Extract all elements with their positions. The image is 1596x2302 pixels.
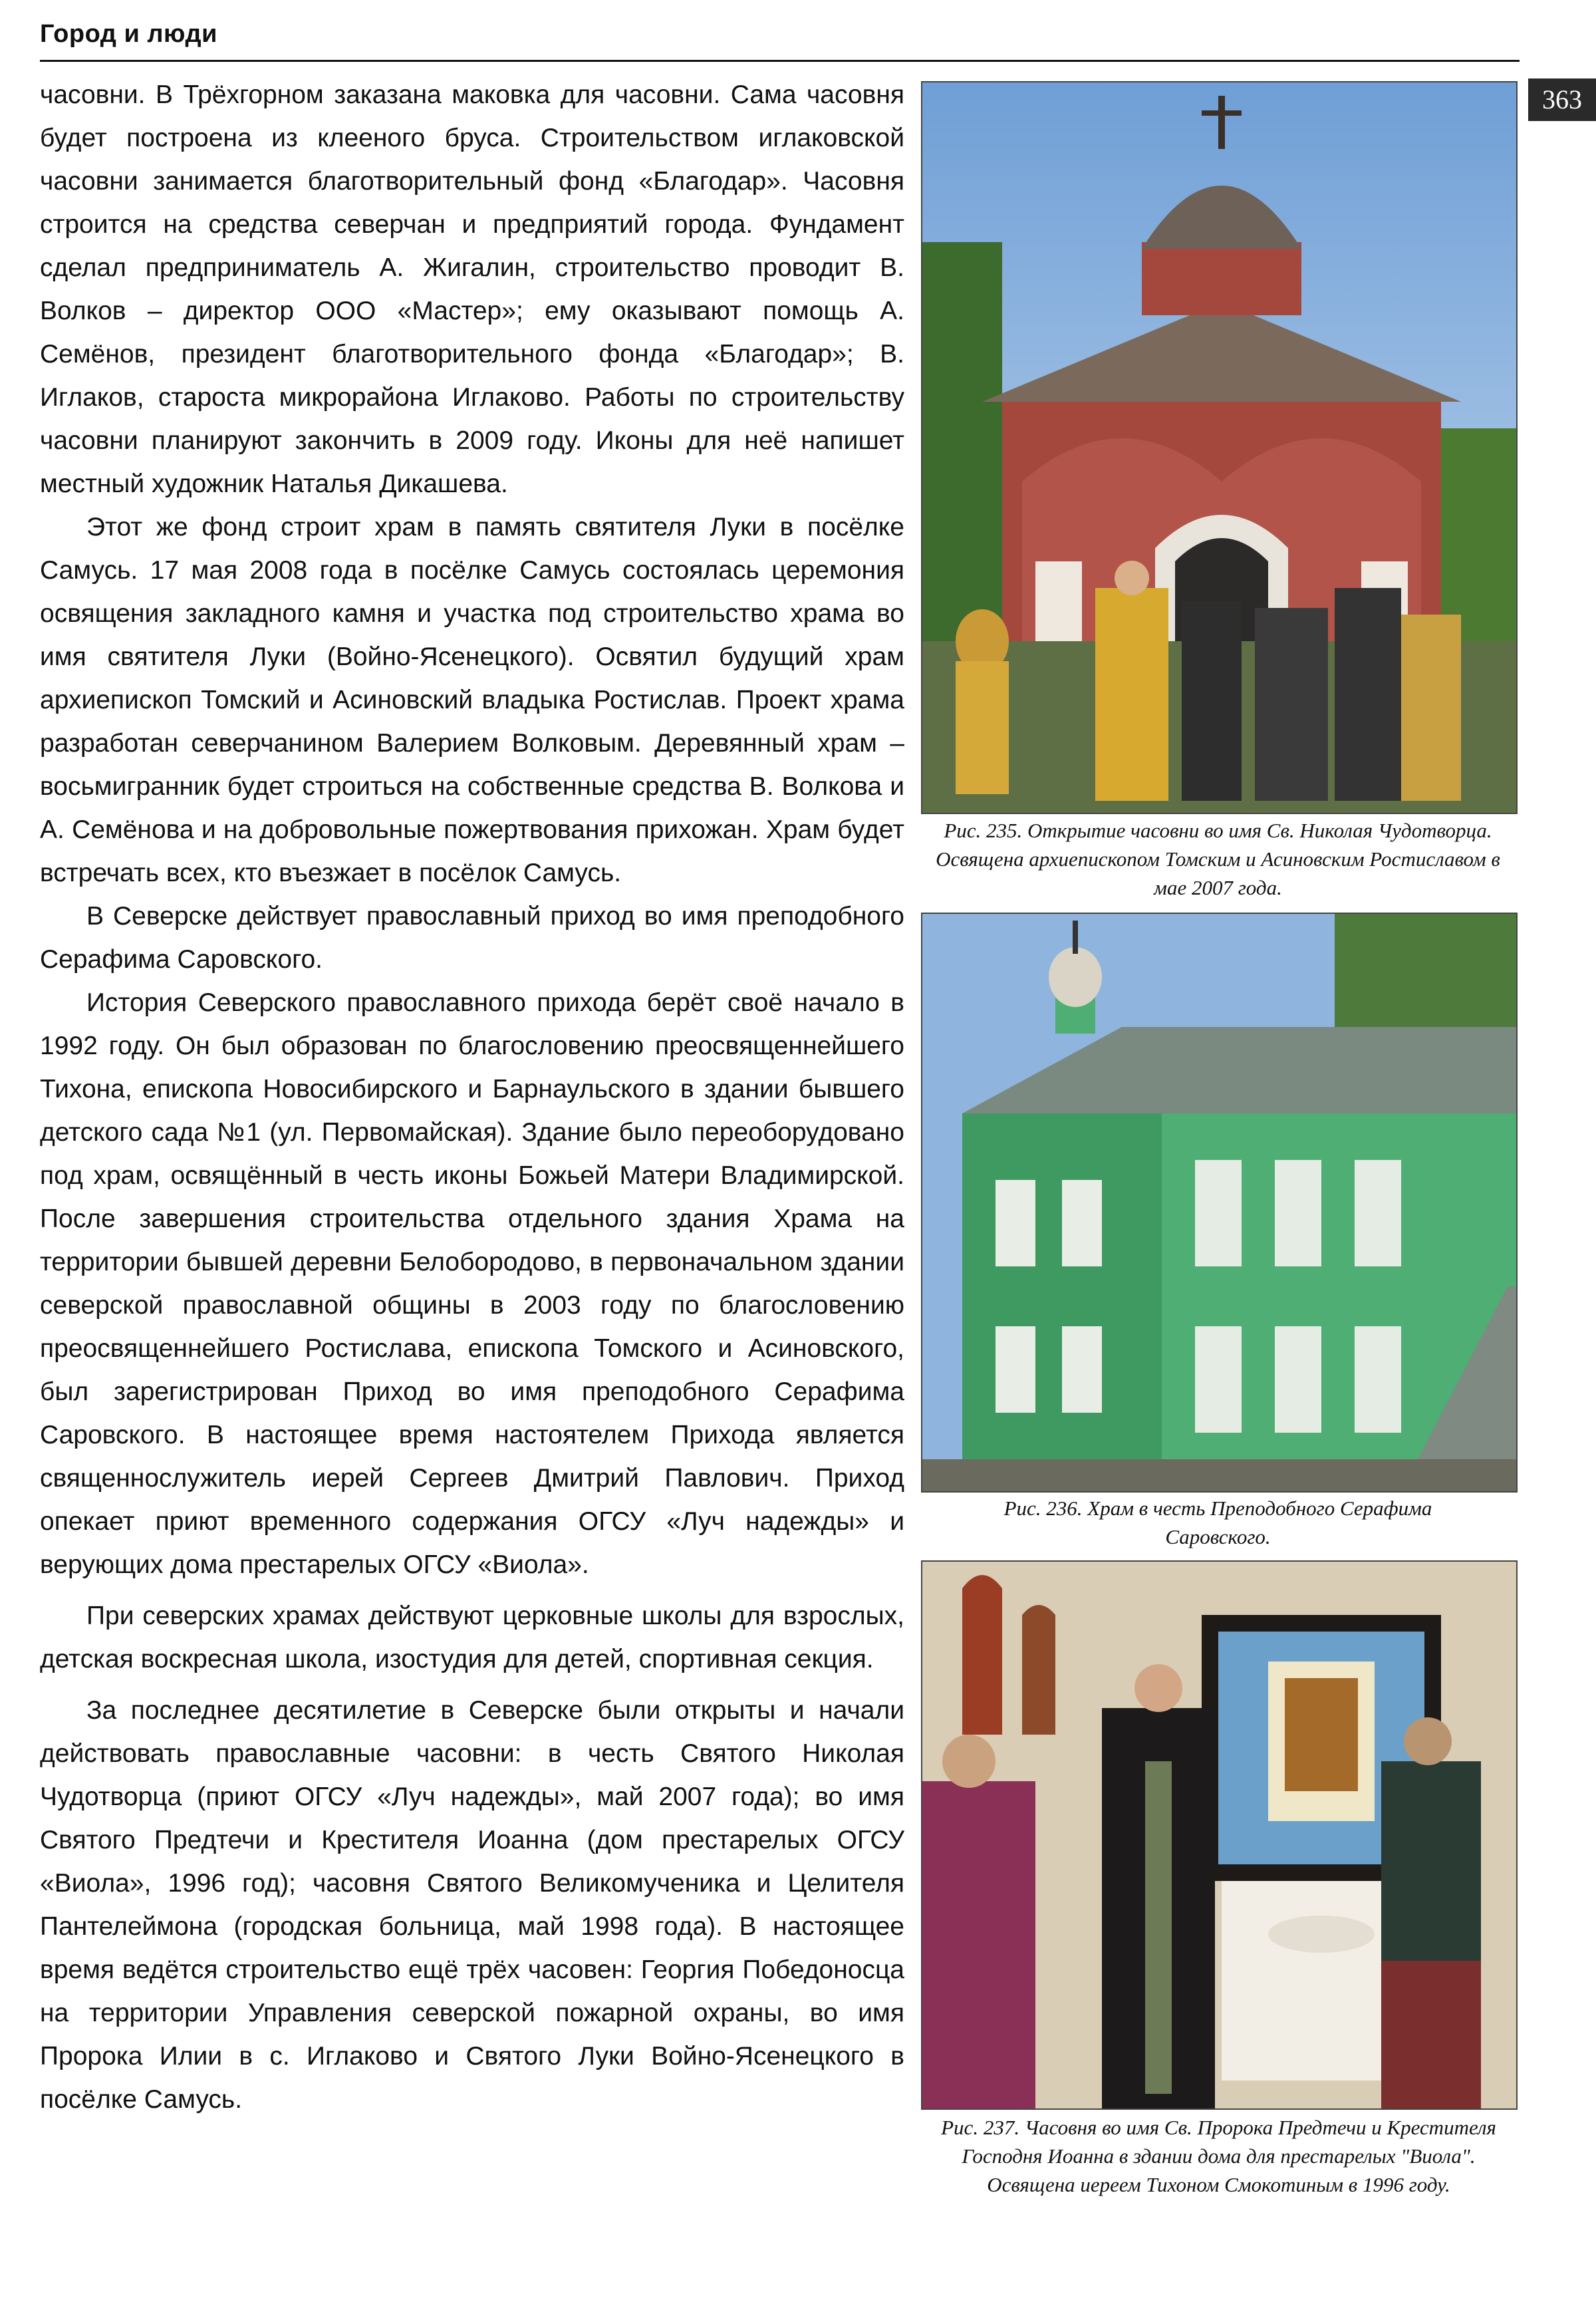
paragraph: История Северского православного прихода берёт своё начало в 1992 году. Он был образован по благословению преосвященнейшего Тихона, епископа Новосибирского и Барнаульского в здании бывшего детского сада №1 (ул. Первомайская). Здание было переоборудовано под храм, освящённый в честь иконы Божьей Матери Владимирской. После завершения строительства отдельного здания Храма на территории бывшей деревни Белобородово, в первоначальном здании северской православной общины в 2003 году по благословению преосвященнейшего Ростислава, епископа Томского и Асиновского, был зарегистрирован Приход во имя преподобного Серафима Саровского. В настоящее время настоятелем Прихода является священнослужитель иерей Сергеев Дмитрий Павлович. Приход опекает приют временного содержания ОГСУ «Луч надежды» и верующих дома престарелых ОГСУ «Виола». [40, 988, 904, 1579]
figure-caption-235: Рис. 235. Открытие часовни во имя Св. Николая Чудотворца. Освящена архиепископом Томским и Асиновским Ростиславом в мае 2007 года. [936, 819, 1500, 899]
chapel-illustration [922, 82, 1516, 813]
section-title: Город и люди [40, 20, 217, 48]
body-text [40, 73, 904, 2121]
interior-illustration [922, 1562, 1516, 2108]
paragraph: Этот же фонд строит храм в память святителя Луки в посёлке Самусь. 17 мая 2008 года в посёлке Самусь состоялась церемония освящения закладного камня и участка под строительство храма во имя святителя Луки (Войно-Ясенецкого). Освятил будущий храм архиепископ Томский и Асиновский владыка Ростислав. Проект храма разработан северчанином Валерием Волковым. Деревянный храм – восьмигранник будет строиться на собственные средства В. Волкова и А. Семёнова и на добровольные пожертвования прихожан. Храм будет встречать всех, кто въезжает в посёлок Самусь. [40, 513, 904, 887]
photo-chapel-opening [921, 81, 1518, 814]
paragraph: часовни. В Трёхгорном заказана маковка для часовни. Сама часовня будет построена из клееного бруса. Строительством иглаковской часовни занимается благотворительный фонд «Благодар». Часовня строится на средства северчан и предприятий города. Фундамент сделал предприниматель А. Жигалин, строительство проводит В. Волков – директор ООО «Мастер»; ему оказывают помощь А. Семёнов, президент благотворительного фонда «Благодар»; В. Иглаков, староста микрорайона Иглаково. Работы по строительству часовни планируют закончить в 2009 году. Иконы для неё напишет местный художник Наталья Дикашева. [40, 80, 904, 498]
running-header [40, 12, 1520, 62]
church-illustration [922, 914, 1516, 1491]
figure-caption-236: Рис. 236. Храм в честь Преподобного Серафима Саровского. [1003, 1497, 1432, 1548]
paragraph: В Северске действует православный приход во имя преподобного Серафима Саровского. [40, 902, 904, 974]
paragraph: При северских храмах действуют церковные школы для взрослых, детская воскресная школа, изостудия для детей, спортивная секция. [40, 1602, 904, 1673]
photo-church-building [921, 913, 1518, 1493]
figure-caption-237: Рис. 237. Часовня во имя Св. Пророка Предтечи и Крестителя Господня Иоанна в здании дома для престарелых "Виола". Освящена иереем Тихоном Смокотиным в 1996 году. [941, 2116, 1496, 2196]
page-number: 363 [1528, 78, 1596, 121]
paragraph: За последнее десятилетие в Северске были открыты и начали действовать православные часовни: в честь Святого Николая Чудотворца (приют ОГСУ «Луч надежды», май 2007 года); во имя Святого Предтечи и Крестителя Иоанна (дом престарелых ОГСУ «Виола», 1996 год); часовня Святого Великомученика и Целителя Пантелеймона (городская больница, май 1998 года). В настоящее время ведётся строительство ещё трёх часовен: Георгия Победоносца на территории Управления северской пожарной охраны, во имя Пророка Илии в с. Иглаково и Святого Луки Войно-Ясенецкого в посёлке Самусь. [40, 1696, 904, 2114]
photo-chapel-interior [921, 1560, 1518, 2110]
